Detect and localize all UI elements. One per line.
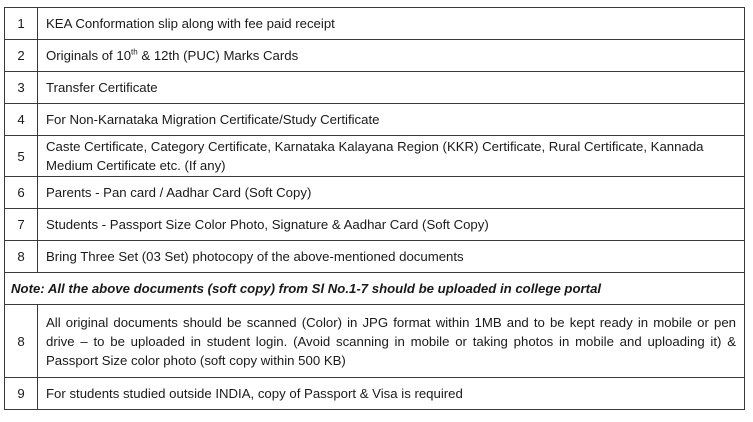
document-description: KEA Conformation slip along with fee paid receipt	[38, 8, 745, 40]
table-row	[5, 209, 745, 241]
table-row	[5, 8, 745, 40]
document-description: Transfer Certificate	[38, 72, 745, 104]
document-description: Bring Three Set (03 Set) photocopy of the above-mentioned documents	[38, 241, 745, 273]
upload-note: Note: All the above documents (soft copy) from Sl No.1-7 should be uploaded in college portal	[5, 273, 745, 305]
note-row	[5, 273, 745, 305]
text-part: Originals of 10	[46, 48, 132, 63]
table-row	[5, 305, 745, 378]
serial-number: 8	[5, 241, 38, 273]
document-description: Caste Certificate, Category Certificate, Karnataka Kalayana Region (KKR) Certificate, Rural Certificate, Kannada Medium Certificate etc. (If any)	[38, 136, 745, 177]
serial-number: 2	[5, 40, 38, 72]
table-row	[5, 104, 745, 136]
table-row	[5, 72, 745, 104]
serial-number: 8	[5, 305, 38, 378]
serial-number: 9	[5, 378, 38, 410]
table-row	[5, 177, 745, 209]
text-part: & 12th (PUC) Marks Cards	[137, 48, 299, 63]
document-description: Students - Passport Size Color Photo, Signature & Aadhar Card (Soft Copy)	[38, 209, 745, 241]
table-row	[5, 40, 745, 72]
serial-number: 7	[5, 209, 38, 241]
serial-number: 4	[5, 104, 38, 136]
table-row	[5, 136, 745, 177]
serial-number: 6	[5, 177, 38, 209]
document-description: For Non-Karnataka Migration Certificate/Study Certificate	[38, 104, 745, 136]
table-row	[5, 241, 745, 273]
document-description	[38, 40, 745, 72]
documents-checklist-table	[4, 7, 745, 410]
document-description: All original documents should be scanned (Color) in JPG format within 1MB and to be kept ready in mobile or pen drive – to be uploaded in student login. (Avoid scanning in mobile or taking photos in mobile and uploading it) & Passport Size color photo (soft copy within 500 KB)	[38, 305, 745, 378]
serial-number: 5	[5, 136, 38, 177]
document-description: For students studied outside INDIA, copy of Passport & Visa is required	[38, 378, 745, 410]
serial-number: 3	[5, 72, 38, 104]
table-row	[5, 378, 745, 410]
superscript: th	[131, 47, 138, 57]
serial-number: 1	[5, 8, 38, 40]
document-description: Parents - Pan card / Aadhar Card (Soft Copy)	[38, 177, 745, 209]
